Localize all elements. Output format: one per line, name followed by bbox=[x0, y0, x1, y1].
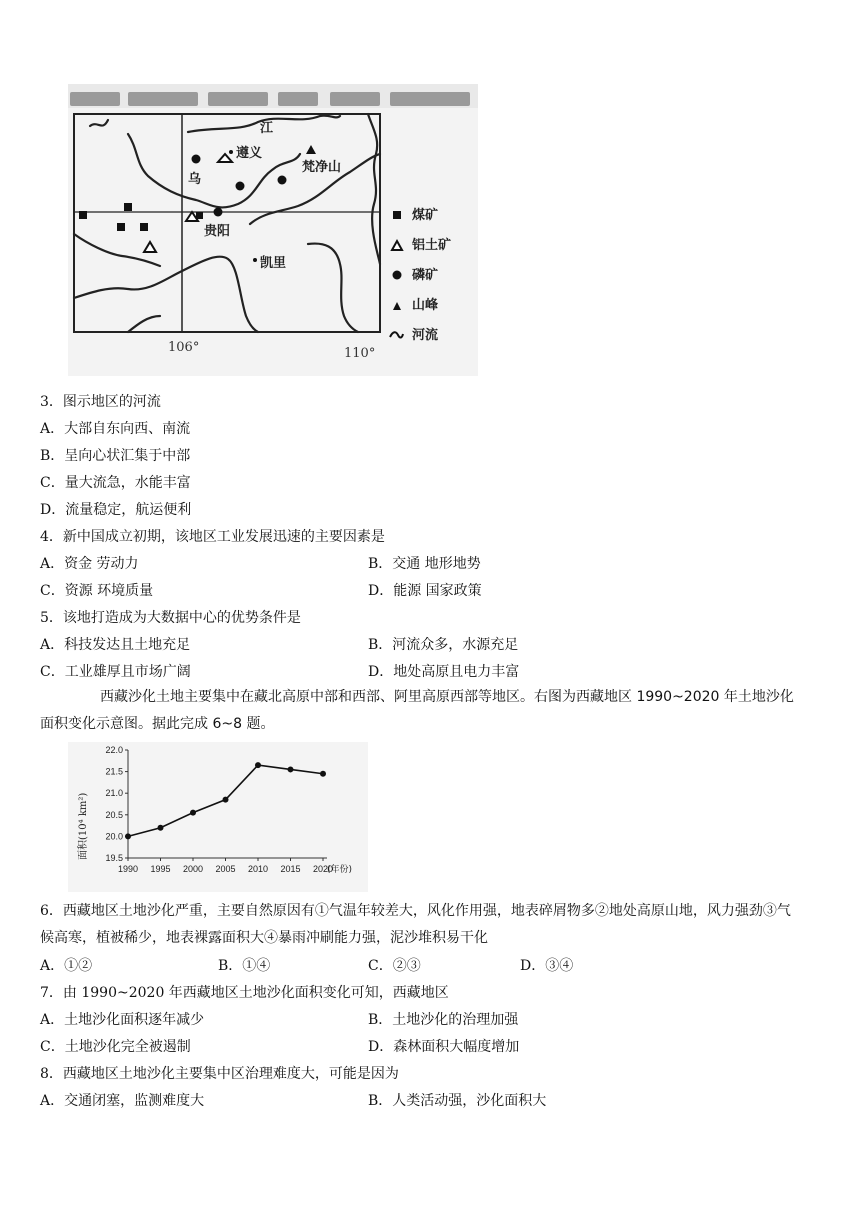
q8-option-a[interactable]: A．交通闭塞，监测难度大 bbox=[40, 1093, 205, 1109]
legend-river bbox=[386, 324, 481, 344]
q7-option-d[interactable]: D．森林面积大幅度增加 bbox=[368, 1039, 520, 1055]
label-zunyi: 遵义 bbox=[236, 146, 263, 161]
desertification-chart bbox=[68, 742, 368, 892]
river-icon bbox=[386, 328, 406, 342]
guizhou-map-figure bbox=[68, 84, 478, 376]
q7-option-a[interactable]: A．土地沙化面积逐年减少 bbox=[40, 1012, 205, 1028]
y-tick-label: 21.5 bbox=[105, 766, 123, 777]
q5-option-b[interactable]: B．河流众多，水源充足 bbox=[368, 637, 519, 653]
q4-stem: 4．新中国成立初期，该地区工业发展迅速的主要因素是 bbox=[40, 529, 385, 545]
q8-option-b[interactable]: B．人类活动强，沙化面积大 bbox=[368, 1093, 547, 1109]
y-tick-label: 20.5 bbox=[105, 809, 123, 820]
q4-option-a[interactable]: A．资金 劳动力 bbox=[40, 556, 139, 572]
phosphate-markers bbox=[192, 155, 287, 217]
q6-option-c[interactable]: C．②③ bbox=[368, 958, 421, 974]
x-tick-label: 1990 bbox=[117, 864, 139, 874]
label-kaili: 凯里 bbox=[260, 256, 287, 271]
chart-svg bbox=[68, 742, 368, 892]
q3-option-b[interactable]: B．呈向心状汇集于中部 bbox=[40, 448, 191, 464]
q6-option-a[interactable]: A．①② bbox=[40, 958, 93, 974]
q8-stem: 8．西藏地区土地沙化主要集中区治理难度大，可能是因为 bbox=[40, 1066, 399, 1082]
label-guiyang: 贵阳 bbox=[204, 224, 231, 239]
legend-peak bbox=[386, 294, 481, 314]
x-tick-label: 2010 bbox=[247, 864, 269, 874]
q4-option-c[interactable]: C．资源 环境质量 bbox=[40, 583, 154, 599]
data-point bbox=[125, 833, 131, 839]
label-wu: 乌 bbox=[188, 172, 202, 187]
q7-option-c[interactable]: C．土地沙化完全被遏制 bbox=[40, 1039, 191, 1055]
peak-marker bbox=[306, 145, 316, 154]
q3-option-a[interactable]: A．大部自东向西、南流 bbox=[40, 421, 191, 437]
section-intro bbox=[40, 684, 800, 738]
data-point bbox=[190, 810, 196, 816]
x-tick-label: 2015 bbox=[280, 864, 301, 874]
legend-label: 煤矿 bbox=[412, 208, 439, 223]
square-icon bbox=[390, 208, 404, 222]
longitude-106: 106° bbox=[168, 340, 200, 355]
x-tick-label: 2020 bbox=[312, 864, 334, 874]
q7-stem: 7．由 1990~2020 年西藏地区土地沙化面积变化可知，西藏地区 bbox=[40, 985, 449, 1001]
q5-option-d[interactable]: D．地处高原且电力丰富 bbox=[368, 664, 520, 680]
legend-label: 磷矿 bbox=[412, 268, 439, 283]
y-tick-label: 20.0 bbox=[105, 831, 123, 842]
q4-option-b[interactable]: B．交通 地形地势 bbox=[368, 556, 481, 572]
data-point bbox=[255, 762, 261, 768]
coal-markers bbox=[79, 203, 203, 231]
triangle-filled-icon bbox=[390, 298, 404, 312]
x-tick-label: 2000 bbox=[182, 864, 204, 874]
legend-phosphate bbox=[386, 264, 481, 284]
x-tick-label: 2005 bbox=[215, 864, 236, 874]
longitude-110: 110° bbox=[344, 346, 376, 361]
q3-stem: 3．图示地区的河流 bbox=[40, 394, 161, 410]
data-point bbox=[320, 771, 326, 777]
q6-option-d[interactable]: D．③④ bbox=[520, 958, 574, 974]
legend-label: 河流 bbox=[412, 328, 439, 343]
y-tick-label: 19.5 bbox=[105, 853, 123, 863]
q3-option-c[interactable]: C．量大流急，水能丰富 bbox=[40, 475, 191, 491]
q5-option-c[interactable]: C．工业雄厚且市场广阔 bbox=[40, 664, 191, 680]
data-point bbox=[158, 825, 164, 831]
q6-stem: 6．西藏地区土地沙化严重，主要自然原因有①气温年较差大，风化作用强，地表碎屑物多②地处高原山地，风力强劲③气候高寒，植被稀少，地表裸露面积大④暴雨冲刷能力强，泥沙堆积易干化 bbox=[40, 903, 791, 946]
data-point bbox=[288, 766, 294, 772]
q5-stem: 5．该地打造成为大数据中心的优势条件是 bbox=[40, 610, 301, 626]
q6-option-b[interactable]: B．①④ bbox=[218, 958, 271, 974]
x-tick-label: 1995 bbox=[150, 864, 171, 874]
y-tick-label: 22.0 bbox=[105, 745, 123, 755]
q4-option-d[interactable]: D．能源 国家政策 bbox=[368, 583, 482, 599]
legend-label: 山峰 bbox=[412, 298, 439, 313]
triangle-outline-icon bbox=[390, 238, 404, 252]
label-fanjingshan: 梵净山 bbox=[302, 160, 342, 175]
label-jiang: 江 bbox=[260, 121, 274, 136]
data-point bbox=[223, 797, 229, 803]
intro-text: 西藏沙化土地主要集中在藏北高原中部和西部、阿里高原西部等地区。右图为西藏地区 1990~2020 年土地沙化面积变化示意图。据此完成 6~8 题。 bbox=[40, 689, 794, 732]
q7-option-b[interactable]: B．土地沙化的治理加强 bbox=[368, 1012, 519, 1028]
x-axis-unit-label: (年份) bbox=[327, 865, 353, 875]
y-tick-label: 21.0 bbox=[105, 788, 123, 799]
q5-option-a[interactable]: A．科技发达且土地充足 bbox=[40, 637, 191, 653]
legend-bauxite bbox=[386, 234, 481, 254]
q3-option-d[interactable]: D．流量稳定，航运便利 bbox=[40, 502, 192, 518]
circle-icon bbox=[390, 268, 404, 282]
legend-coal bbox=[386, 204, 481, 224]
chart-ylabel: 面积(10⁴ km²) bbox=[78, 792, 89, 860]
legend-label: 铝土矿 bbox=[412, 238, 452, 253]
